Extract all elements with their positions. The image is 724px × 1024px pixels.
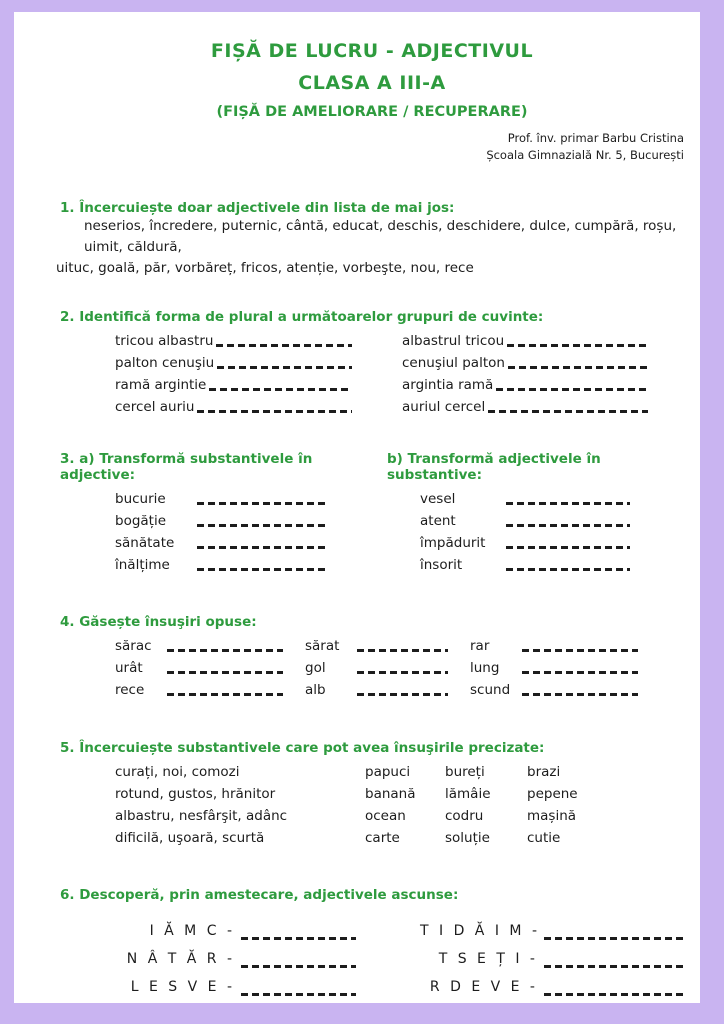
word-group: argintia ramă [402,377,494,393]
table-row [115,554,684,576]
word-group: auriul cercel [402,399,486,415]
worksheet-note: (FIȘĂ DE AMELIORARE / RECUPERARE) [216,104,528,120]
answer-blank [506,524,630,527]
author-name: Prof. înv. primar Barbu Cristina [507,131,684,145]
answer-blank [522,671,638,674]
answer-blank [217,366,352,369]
exercise-3a-heading: 3. a) Transformă substantivele în adjective: [60,451,313,483]
exercise-2-rows [115,330,684,418]
exercise-6-heading: 6. Descoperă, prin amestecare, adjectivele ascunse: [60,887,459,903]
table-row [115,945,684,973]
exercise-3-rows [115,488,684,576]
noun-option: papuci [365,764,411,780]
exercise-2-heading: 2. Identifică forma de plural a următoarelor grupuri de cuvinte: [60,309,544,325]
answer-blank [506,546,630,549]
noun-option: mașină [527,808,577,824]
table-row [115,827,684,849]
table-row [115,679,684,701]
adjective-word: vesel [420,491,456,507]
noun-option: banană [365,786,416,802]
answer-blank [197,546,325,549]
adjective-word: atent [420,513,456,529]
answer-blank [357,671,448,674]
table-row [115,783,684,805]
answer-blank [506,502,630,505]
scramble-letters: T S E Ț I - [438,951,538,967]
answer-blank [544,965,684,968]
noun-option: pepene [527,786,578,802]
word-list-line: neserios, încredere, puternic, cântă, educat, deschis, deschidere, dulce, cumpără, roșu, uimit, căldură, [84,218,677,255]
exercise-5-rows [115,761,684,849]
adjective-word: rece [115,682,145,698]
exercise-2 [60,309,684,418]
answer-blank [241,993,356,996]
answer-blank [522,693,638,696]
answer-blank [241,937,356,940]
exercise-6 [60,887,684,1001]
noun-option: bureți [445,764,485,780]
table-row [115,488,684,510]
adjective-word: sărat [305,638,340,654]
exercise-4-heading: 4. Găsește însuşiri opuse: [60,614,257,630]
exercise-3 [60,451,684,576]
exercise-3b-heading: b) Transformă adjectivele în substantive: [387,451,601,483]
table-row [115,396,684,418]
author-school: Școala Gimnazială Nr. 5, București [486,148,684,162]
scramble-letters: T I D Ă I M - [420,923,540,939]
noun-option: lămâie [445,786,491,802]
adjective-word: lung [470,660,500,676]
author-block [60,130,684,164]
adjective-group: dificilă, uşoară, scurtă [115,830,265,846]
answer-blank [508,366,648,369]
exercise-5-heading: 5. Încercuiește substantivele care pot avea însuşirile precizate: [60,740,545,756]
noun-option: cutie [527,830,561,846]
word-group: cenuşiul palton [402,355,505,371]
answer-blank [167,671,283,674]
table-row [115,374,684,396]
adjective-word: alb [305,682,326,698]
adjective-group: rotund, gustos, hrănitor [115,786,276,802]
adjective-group: albastru, nesfârşit, adânc [115,808,288,824]
adjective-word: sărac [115,638,152,654]
answer-blank [167,693,283,696]
answer-blank [544,993,684,996]
noun-word: bucurie [115,491,166,507]
adjective-word: urât [115,660,143,676]
table-row [115,657,684,679]
table-row [115,532,684,554]
answer-blank [197,568,325,571]
worksheet-title: FIȘĂ DE LUCRU - ADJECTIVUL [210,40,534,62]
adjective-word: scund [470,682,511,698]
answer-blank [496,388,648,391]
table-row [115,761,684,783]
answer-blank [209,388,352,391]
word-group: cercel auriu [115,399,195,415]
table-row [115,917,684,945]
exercise-4 [60,614,684,701]
exercise-1 [56,200,684,279]
noun-option: ocean [365,808,406,824]
answer-blank [167,649,283,652]
answer-blank [522,649,638,652]
answer-blank [197,502,325,505]
answer-blank [488,410,648,413]
answer-blank [507,344,648,347]
word-group: palton cenuşiu [115,355,215,371]
answer-blank [357,649,448,652]
adjective-group: curați, noi, comozi [115,764,240,780]
word-group: albastrul tricou [402,333,505,349]
noun-word: înălțime [115,557,170,573]
word-group: ramă argintie [115,377,207,393]
noun-word: bogăție [115,513,167,529]
table-row [115,510,684,532]
exercise-1-heading: 1. Încercuiește doar adjectivele din lista de mai jos: [60,200,455,216]
exercise-4-rows [115,635,684,701]
scramble-letters: R D E V E - [429,979,538,995]
noun-option: carte [365,830,400,846]
table-row [115,635,684,657]
scramble-letters: L E S V E - [130,979,235,995]
table-row [115,805,684,827]
noun-option: soluție [445,830,490,846]
adjective-word: rar [470,638,490,654]
noun-option: brazi [527,764,561,780]
answer-blank [216,344,352,347]
scramble-letters: N Â T Ă R - [126,951,235,967]
word-list-line: uituc, goală, păr, vorbăreț, fricos, atenție, vorbeşte, nou, rece [56,260,474,276]
table-row [115,330,684,352]
adjective-word: gol [305,660,326,676]
adjective-word: însorit [420,557,463,573]
exercise-6-rows [115,917,684,1001]
word-group: tricou albastru [115,333,214,349]
answer-blank [506,568,630,571]
answer-blank [197,410,352,413]
answer-blank [544,937,684,940]
noun-option: codru [445,808,484,824]
answer-blank [197,524,325,527]
table-row [115,352,684,374]
noun-word: sănătate [115,535,175,551]
worksheet-subtitle: CLASA A III-A [298,72,446,94]
scramble-letters: I Ă M C - [149,923,235,939]
worksheet-page [14,12,700,1003]
adjective-word: împădurit [420,535,486,551]
table-row [115,973,684,1001]
exercise-5 [60,740,684,849]
answer-blank [241,965,356,968]
answer-blank [357,693,448,696]
